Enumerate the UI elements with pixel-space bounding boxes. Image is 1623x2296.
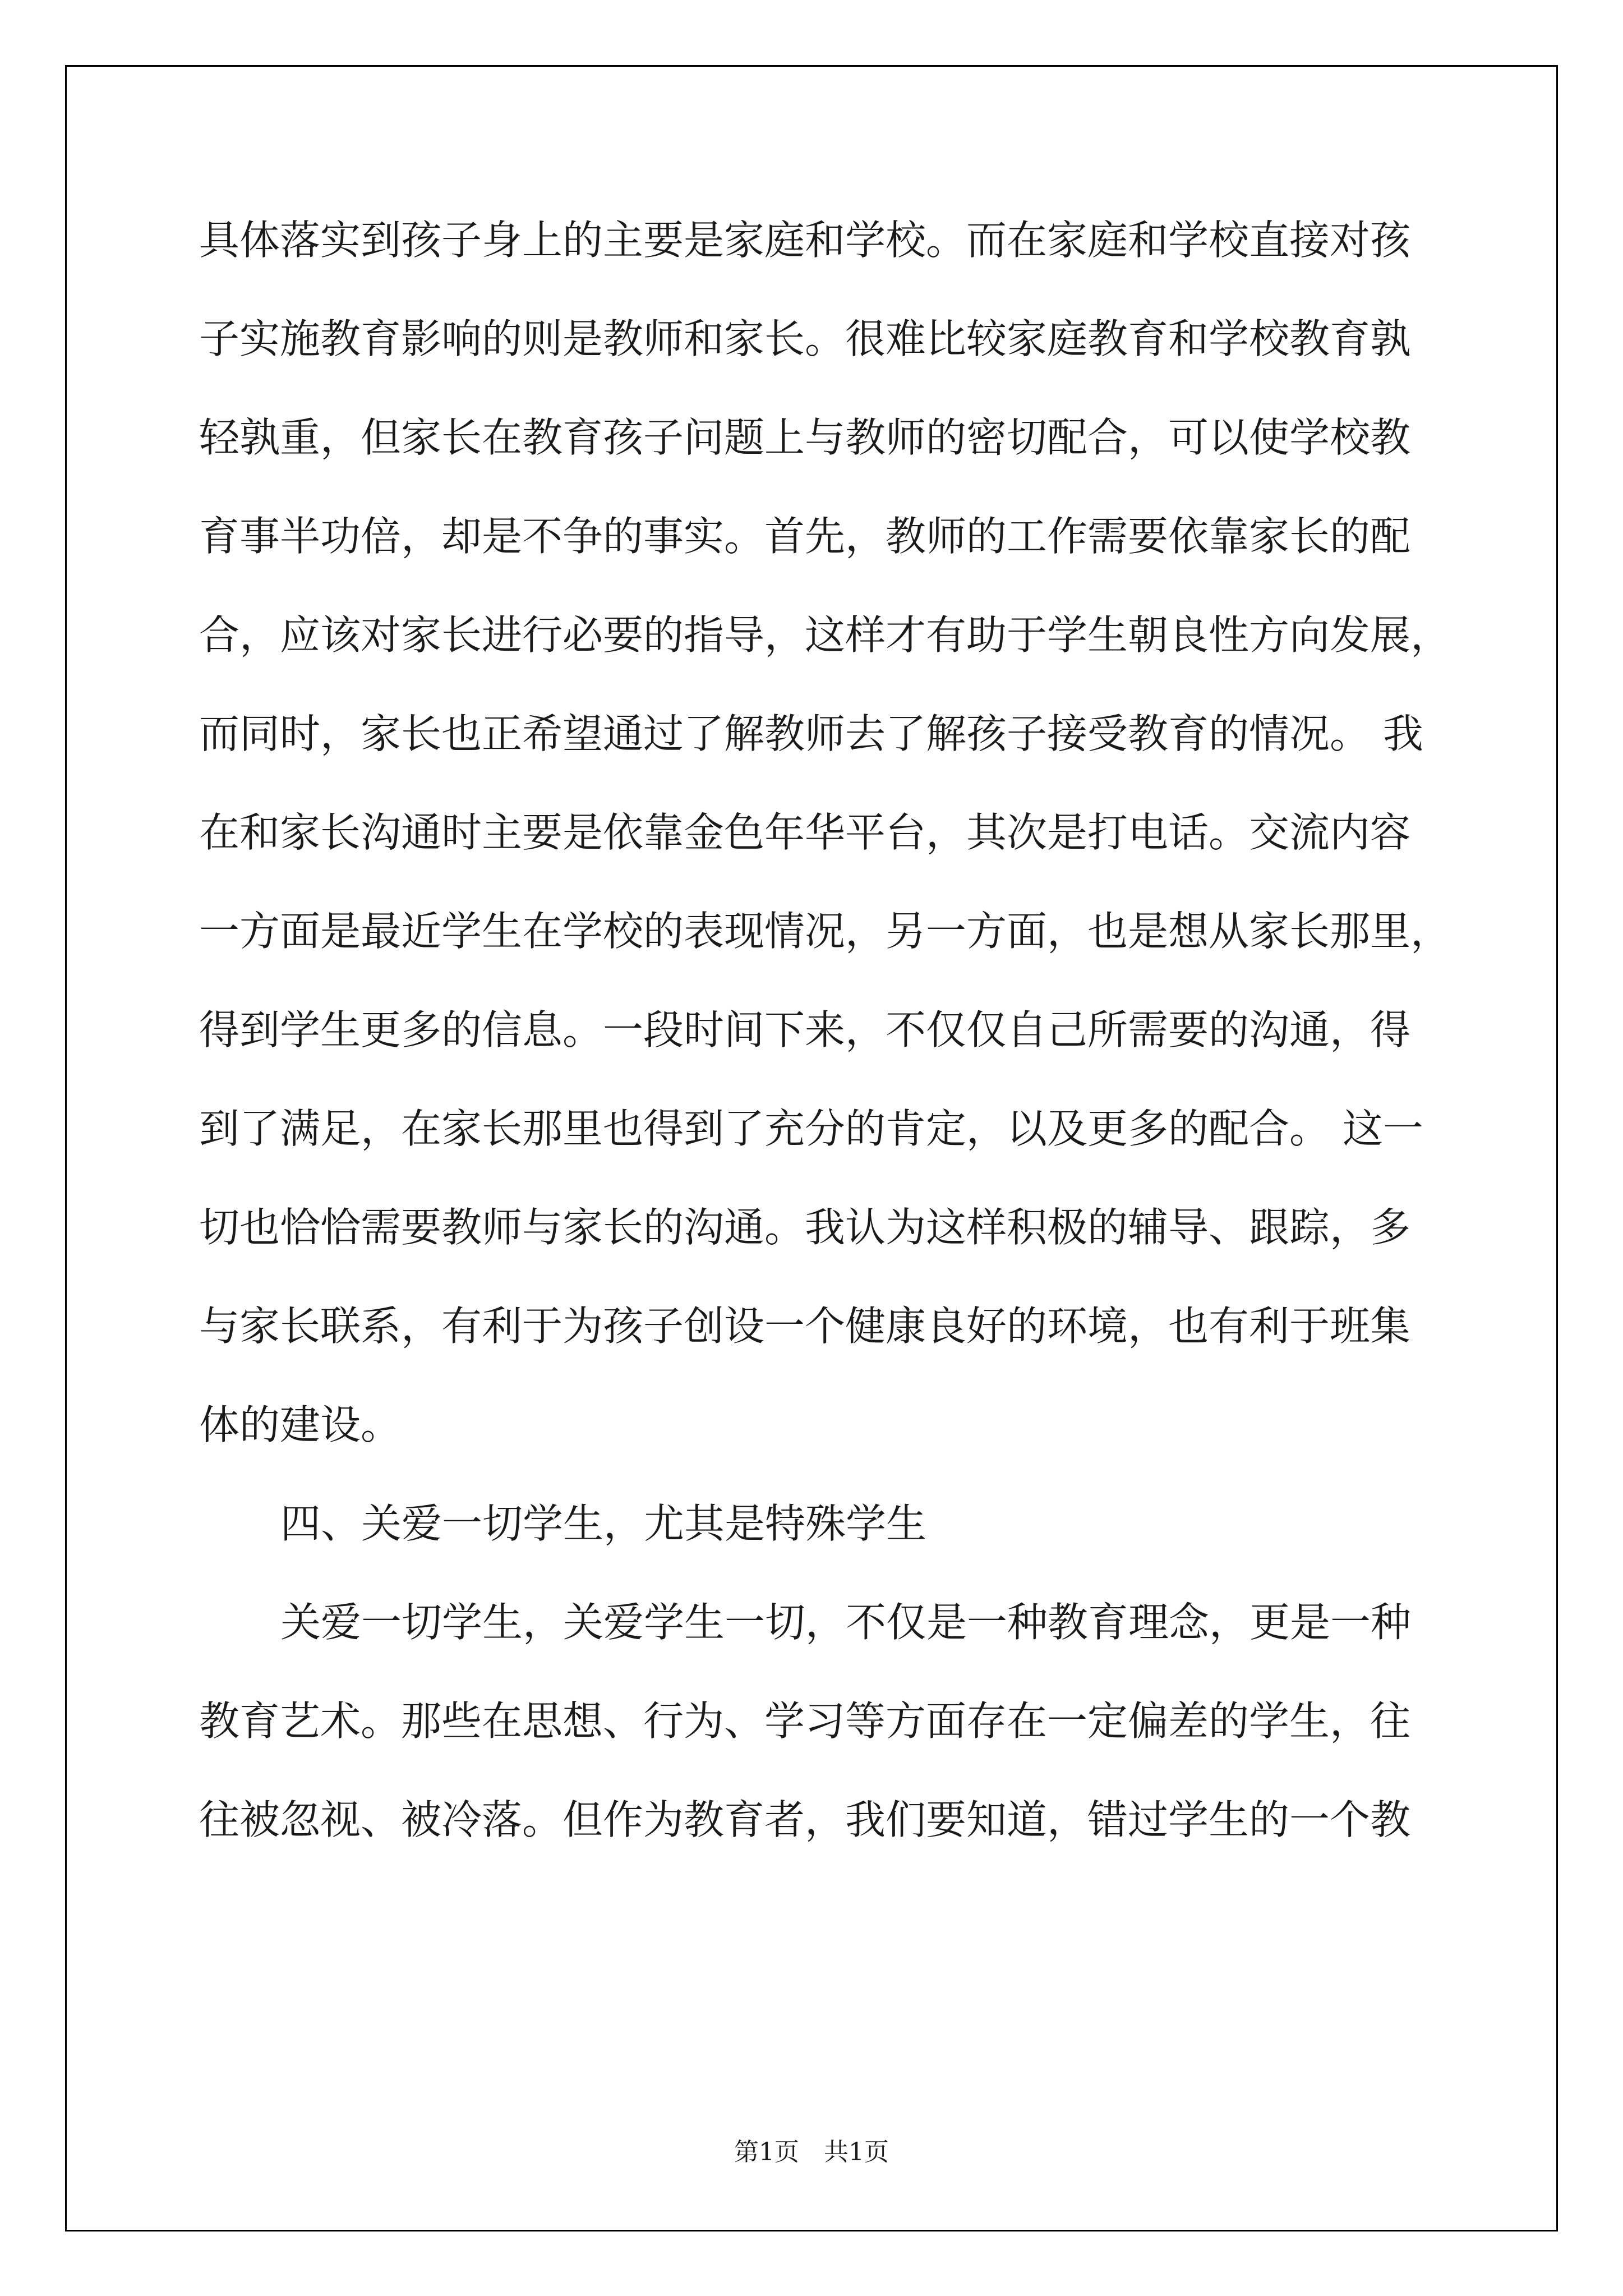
text-line: 具体落实到孩子身上的主要是家庭和学校。而在家庭和学校直接对孩 [199, 217, 1411, 264]
text-line: 关爱一切学生，关爱学生一切，不仅是一种教育理念，更是一种 [280, 1599, 1412, 1646]
text-line: 与家长联系，有利于为孩子创设一个健康良好的环境，也有利于班集 [199, 1303, 1411, 1350]
text-line: 而同时，家长也正希望通过了解教师去了解孩子接受教育的情况。 我 [199, 710, 1423, 757]
text-line: 往被忽视、被冷落。但作为教育者，我们要知道，错过学生的一个教 [199, 1796, 1411, 1843]
text-line: 切也恰恰需要教师与家长的沟通。我认为这样积极的辅导、跟踪，多 [199, 1204, 1411, 1251]
page-number: 第1页 共1页 [734, 2138, 889, 2166]
text-line: 体的建设。 [199, 1401, 402, 1448]
text-line: 育事半功倍，却是不争的事实。首先，教师的工作需要依靠家长的配 [199, 513, 1411, 560]
document-body [199, 191, 1451, 1869]
text-line: 到了满足，在家长那里也得到了充分的肯定，以及更多的配合。 这一 [199, 1105, 1423, 1152]
text-line: 一方面是最近学生在学校的表现情况，另一方面，也是想从家长那里， [199, 908, 1451, 955]
text-line: 在和家长沟通时主要是依靠金色年华平台，其次是打电话。交流内容 [199, 809, 1411, 856]
text-line: 轻孰重，但家长在教育孩子问题上与教师的密切配合，可以使学校教 [199, 414, 1411, 461]
text-line: 教育艺术。那些在思想、行为、学习等方面存在一定偏差的学生，往 [199, 1697, 1411, 1745]
text-line: 得到学生更多的信息。一段时间下来，不仅仅自己所需要的沟通，得 [199, 1006, 1411, 1053]
text-line: 子实施教育影响的则是教师和家长。很难比较家庭教育和学校教育孰 [199, 315, 1411, 362]
section-heading: 四、关爱一切学生，尤其是特殊学生 [280, 1500, 927, 1547]
text-line: 合，应该对家长进行必要的指导，这样才有助于学生朝良性方向发展， [199, 611, 1451, 659]
